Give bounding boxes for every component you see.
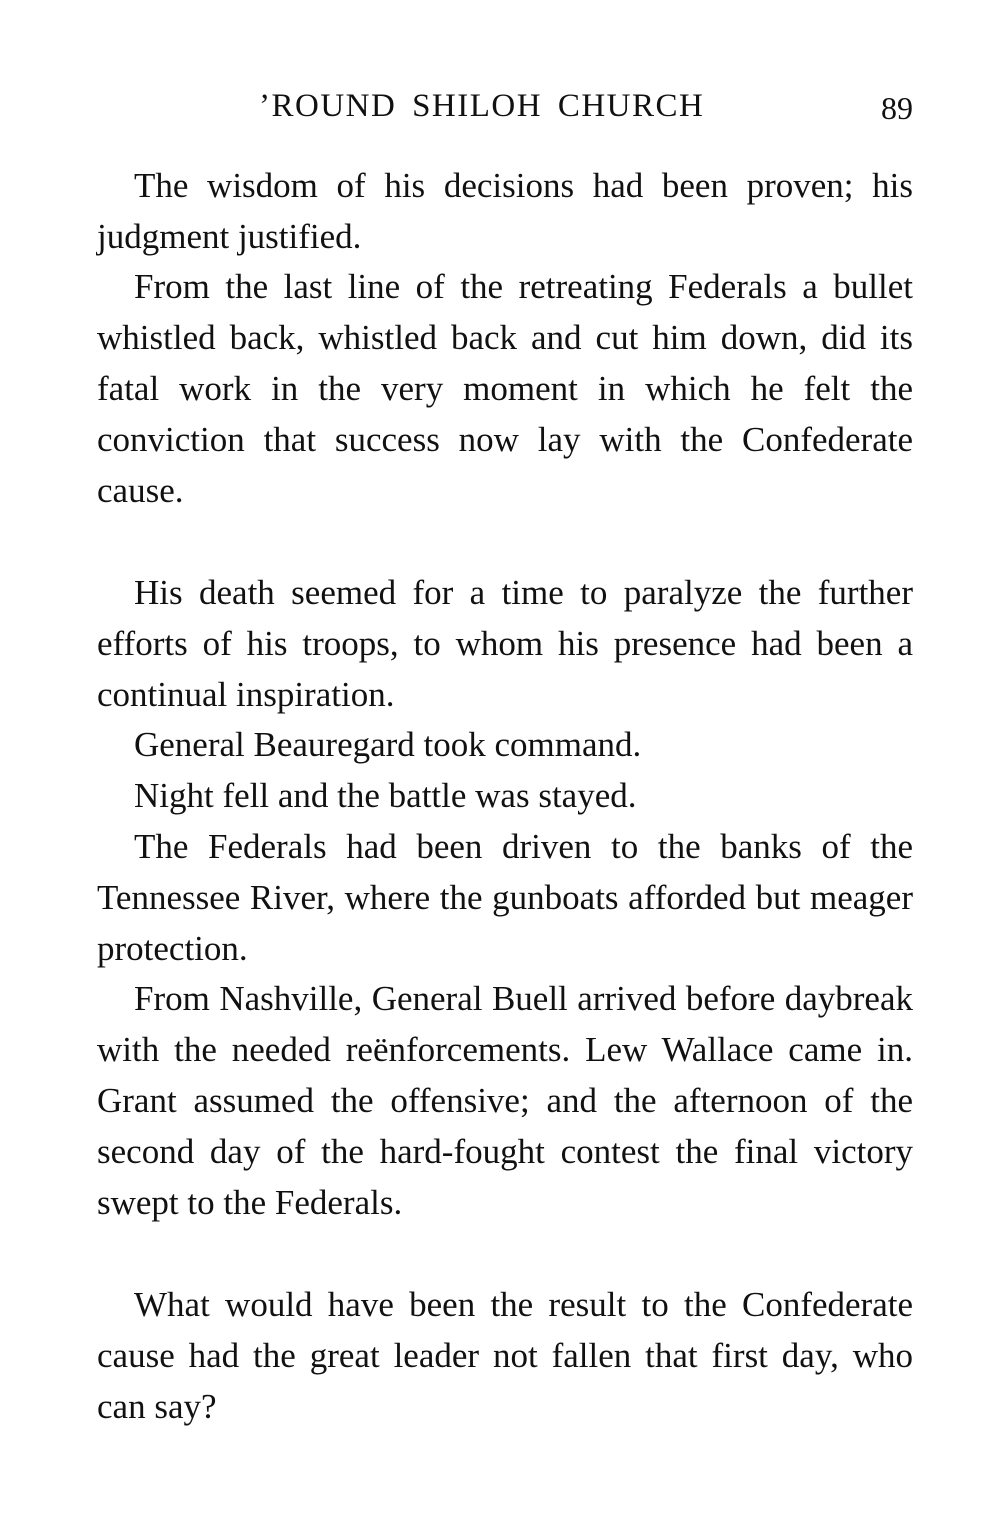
paragraph: General Beauregard took command.	[134, 725, 642, 764]
paragraph: His death seemed for a time to paralyze the further efforts of his troops, to whom his presence had been a continual inspiration.	[97, 573, 913, 714]
paragraph: From the last line of the retreating Federals a bullet whistled back, whistled back and cut him down, did its fatal work in the very moment in which he felt the conviction that success now lay with the Confederate cause.	[97, 267, 913, 510]
page-number: 89	[881, 90, 913, 126]
paragraph: Night fell and the battle was stayed.	[134, 776, 637, 815]
paragraph: What would have been the result to the Confederate cause had the great leader not fallen that first day, who can say?	[97, 1285, 913, 1426]
running-head	[97, 88, 913, 136]
book-page	[97, 0, 913, 1537]
paragraph: The wisdom of his decisions had been proven; his judgment justified.	[97, 166, 913, 256]
running-title: ’ROUND SHILOH CHURCH	[259, 88, 705, 124]
paragraph: From Nashville, General Buell arrived before daybreak with the needed reënforcements. Lew Wallace came in. Grant assumed the offensive; and the afternoon of the second day of the hard-fought contest the final victory swept to the Federals.	[97, 979, 913, 1222]
paragraph: The Federals had been driven to the banks of the Tennessee River, where the gunboats afforded but meager protection.	[97, 827, 913, 968]
